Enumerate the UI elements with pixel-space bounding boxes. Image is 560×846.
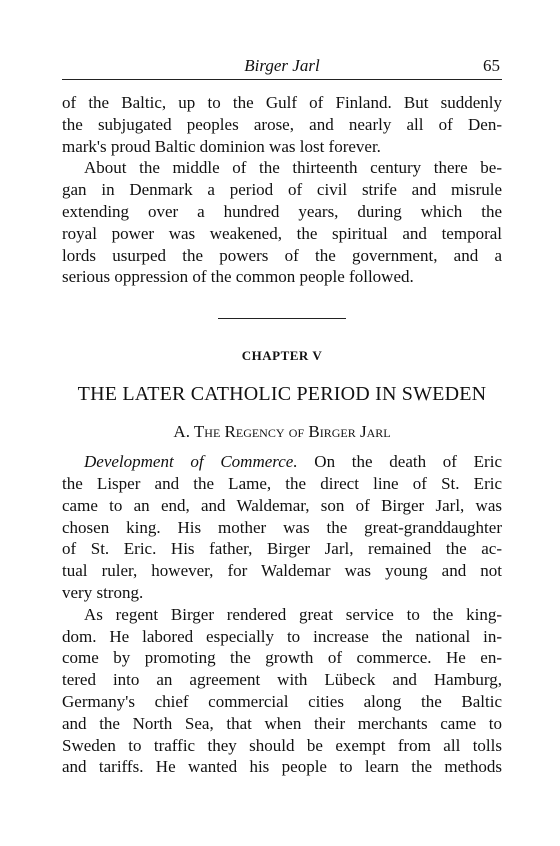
text-line: About the middle of the thirteenth century there be- — [84, 158, 502, 178]
text-line: As regent Birger rendered great service to the king- — [84, 604, 502, 624]
text-line: of St. Eric. His father, Birger Jarl, remained the ac- — [62, 539, 502, 559]
page-number: 65 — [483, 56, 500, 75]
paragraph-civil-strife — [62, 157, 502, 288]
paragraph-regent-birger — [62, 604, 502, 778]
text-line: serious oppression of the common people followed. — [62, 267, 414, 287]
text-line: come by promoting the growth of commerce. He en- — [62, 648, 502, 668]
text-line: the Lisper and the Lame, the direct line of St. Eric — [62, 473, 502, 493]
text-line: came to an end, and Waldemar, son of Birger Jarl, was — [62, 495, 502, 515]
text-line: royal power was weakened, the spiritual and temporal — [62, 223, 502, 243]
paragraph-baltic-dominion — [62, 92, 502, 157]
paragraph-heading: Development of Commerce. — [84, 452, 298, 472]
text-line: tual ruler, however, for Waldemar was young and not — [62, 561, 502, 581]
text-line: lords usurped the powers of the government, and a — [62, 245, 502, 265]
running-header — [62, 55, 502, 80]
text-line: dom. He labored especially to increase the national in- — [62, 626, 502, 646]
section-title: A. The Regency of Birger Jarl — [173, 422, 391, 442]
text-line: Germany's chief commercial cities along the Baltic — [62, 691, 502, 711]
chapter-title: THE LATER CATHOLIC PERIOD IN SWEDEN — [77, 383, 487, 406]
text-line: Sweden to traffic they should be exempt from all tolls — [62, 735, 502, 755]
text-line: the subjugated peoples arose, and nearly all of Den- — [62, 114, 502, 134]
text-line: mark's proud Baltic dominion was lost forever. — [62, 136, 381, 156]
section-divider — [218, 318, 346, 319]
text-line: and tariffs. He wanted his people to learn the methods — [62, 757, 502, 777]
text-line: gan in Denmark a period of civil strife and misrule — [62, 180, 502, 200]
paragraph-development-of-commerce — [62, 451, 502, 604]
text-run: On the death of Eric — [297, 452, 502, 472]
text-line: and the North Sea, that when their merchants came to — [62, 713, 502, 733]
book-page — [62, 55, 502, 778]
text-line: chosen king. His mother was the great-granddaughter — [62, 517, 502, 537]
text-line: of the Baltic, up to the Gulf of Finland. But suddenly — [62, 93, 502, 112]
text-line: tered into an agreement with Lübeck and Hamburg, — [62, 670, 502, 690]
running-title: Birger Jarl — [244, 56, 320, 75]
text-line: extending over a hundred years, during which the — [62, 201, 502, 221]
chapter-label: CHAPTER V — [241, 348, 323, 364]
text-line — [62, 451, 502, 473]
text-line: very strong. — [62, 582, 144, 602]
